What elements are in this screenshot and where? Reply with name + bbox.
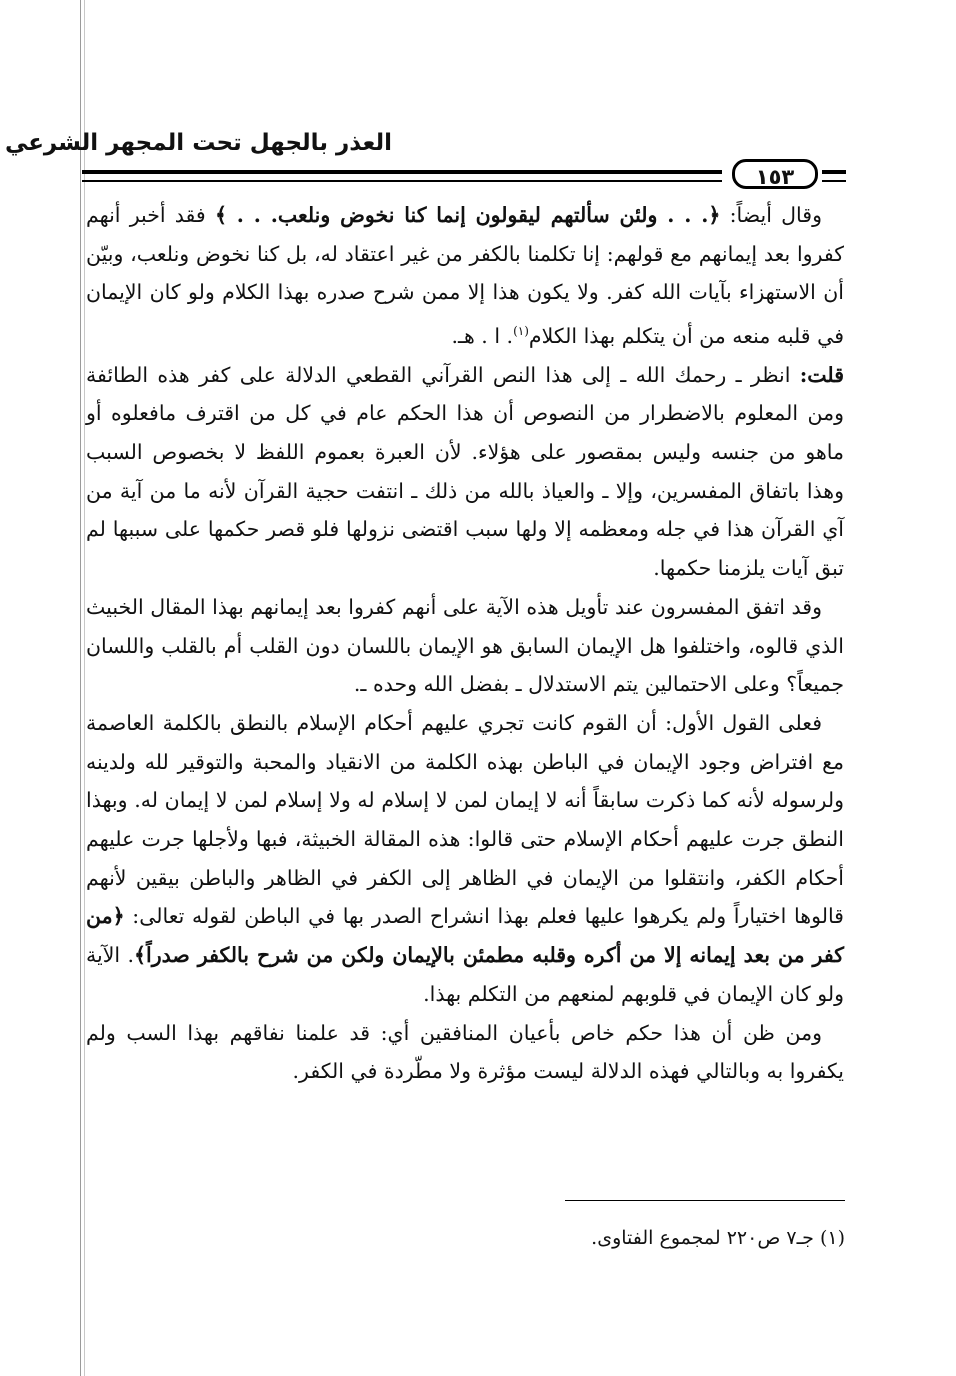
p1-text: فقد أخبر أنهم كفروا بعد إيمانهم مع قولهم: إنا تكلمنا بالكفر من غير اعتقاد له، بل كنا نخوض ونلعب، وبيّن أن الاستهزاء بآيات الله كفر. ولا يكون هذا إلا ممن شرح صدره بهذا الكلام ولو كان الإيمان في قلبه منعه من أن يتكلم بهذا الكلام [86, 203, 844, 348]
footnote-ref: (١) [513, 324, 529, 339]
paragraph-5: ومن ظن أن هذا حكم خاص بأعيان المنافقين أي: قد علمنا نفاقهم بهذا السب ولم يكفروا به وبالتالي فهذه الدلالة ليست مؤثرة ولا مطّردة في الكفر. [86, 1020, 844, 1084]
footnote [300, 1220, 845, 1256]
footnote-separator [565, 1200, 845, 1201]
main-body [86, 196, 844, 1091]
quran-quote-1: ﴿. . . ولئن سألتهم ليقولون إنما كنا نخوض ونلعب. . . ﴾ [214, 203, 721, 227]
footnote-text: جـ٧ ص٢٢٠ لمجموع الفتاوى. [591, 1227, 820, 1249]
header-rule-right [822, 170, 846, 182]
footnote-number: (١) [819, 1227, 845, 1249]
paragraph-1 [86, 196, 844, 356]
p2-text: انظر ـ رحمك الله ـ إلى هذا النص القرآني القطعي الدلالة على كفر هذه الطائفة ومن المعلوم بالاضطرار من النصوص أن هذا الحكم عام في كل من اقترف مافعلوه أو ماهو من جنسه وليس بمقصور على هؤلاء. لأن العبرة بعموم اللفظ لا بخصوص السبب وهذا باتفاق المفسرين، وإلا ـ والعياذ بالله من ذلك ـ انتفت حجية القرآن لأنه ما من آية من آي القرآن هذا في جله ومعظمه إلا ولها سبب اقتضى نزولها فلو قصر حكمها على سببها لم تبق آيات يلزمنا حكمها. [86, 362, 844, 581]
p4-tail: . الآية ولو كان الإيمان في قلوبهم لمنعهم من التكلم بهذا. [86, 943, 844, 1006]
paragraph-4 [86, 704, 844, 1014]
p2-lead: قلت: [799, 362, 845, 387]
scan-page-edge [80, 0, 81, 1376]
paragraph-2 [86, 356, 844, 588]
scan-page-edge-inner [84, 0, 85, 1376]
page-number-badge: ١٥٣ [732, 159, 818, 189]
header-rule [82, 170, 722, 182]
p1-lead: وقال أيضاً: [720, 203, 822, 227]
p1-tail: . ا . هـ. [451, 323, 514, 348]
p4-text: فعلى القول الأول: أن القوم كانت تجري عليهم أحكام الإسلام بالنطق بالكلمة العاصمة مع افتراض وجود الإيمان في الباطن بهذه الكلمة من الانقياد والمحبة والتوقير لله ولدينه ولرسوله لأنه كما ذكرت سابقاً أنه لا إيمان لمن لا إسلام له ولا إسلام لمن لا إيمان له. وبهذا النطق جرت عليهم أحكام الإسلام حتى قالوا: هذه المقالة الخبيثة، فبها ولأجلها جرت عليهم أحكام الكفر، وانتقلوا من الإيمان في الظاهر إلى الكفر في الظاهر والباطن بيقين لأنهم قالوها اختياراً ولم يكرهوا عليها فعلم بهذا انشراح الصدر بها في الباطن لقوله تعالى: [86, 710, 844, 929]
running-title: العذر بالجهل تحت المجهر الشرعي [4, 130, 392, 156]
quran-quote-2: ﴿من كفر من بعد إيمانه إلا من أكره وقلبه مطمئن بالإيمان ولكن من شرح بالكفر صدراً﴾ [86, 904, 844, 968]
paragraph-3: وقد اتفق المفسرون عند تأويل هذه الآية على أنهم كفروا بعد إيمانهم بهذا المقال الخبيث الذي قالوه، واختلفوا هل الإيمان السابق هو الإيمان باللسان دون القلب أم بالقلب واللسان جميعاً؟ وعلى الاحتمالين يتم الاستدلال ـ بفضل الله وحده ـ. [86, 594, 844, 697]
